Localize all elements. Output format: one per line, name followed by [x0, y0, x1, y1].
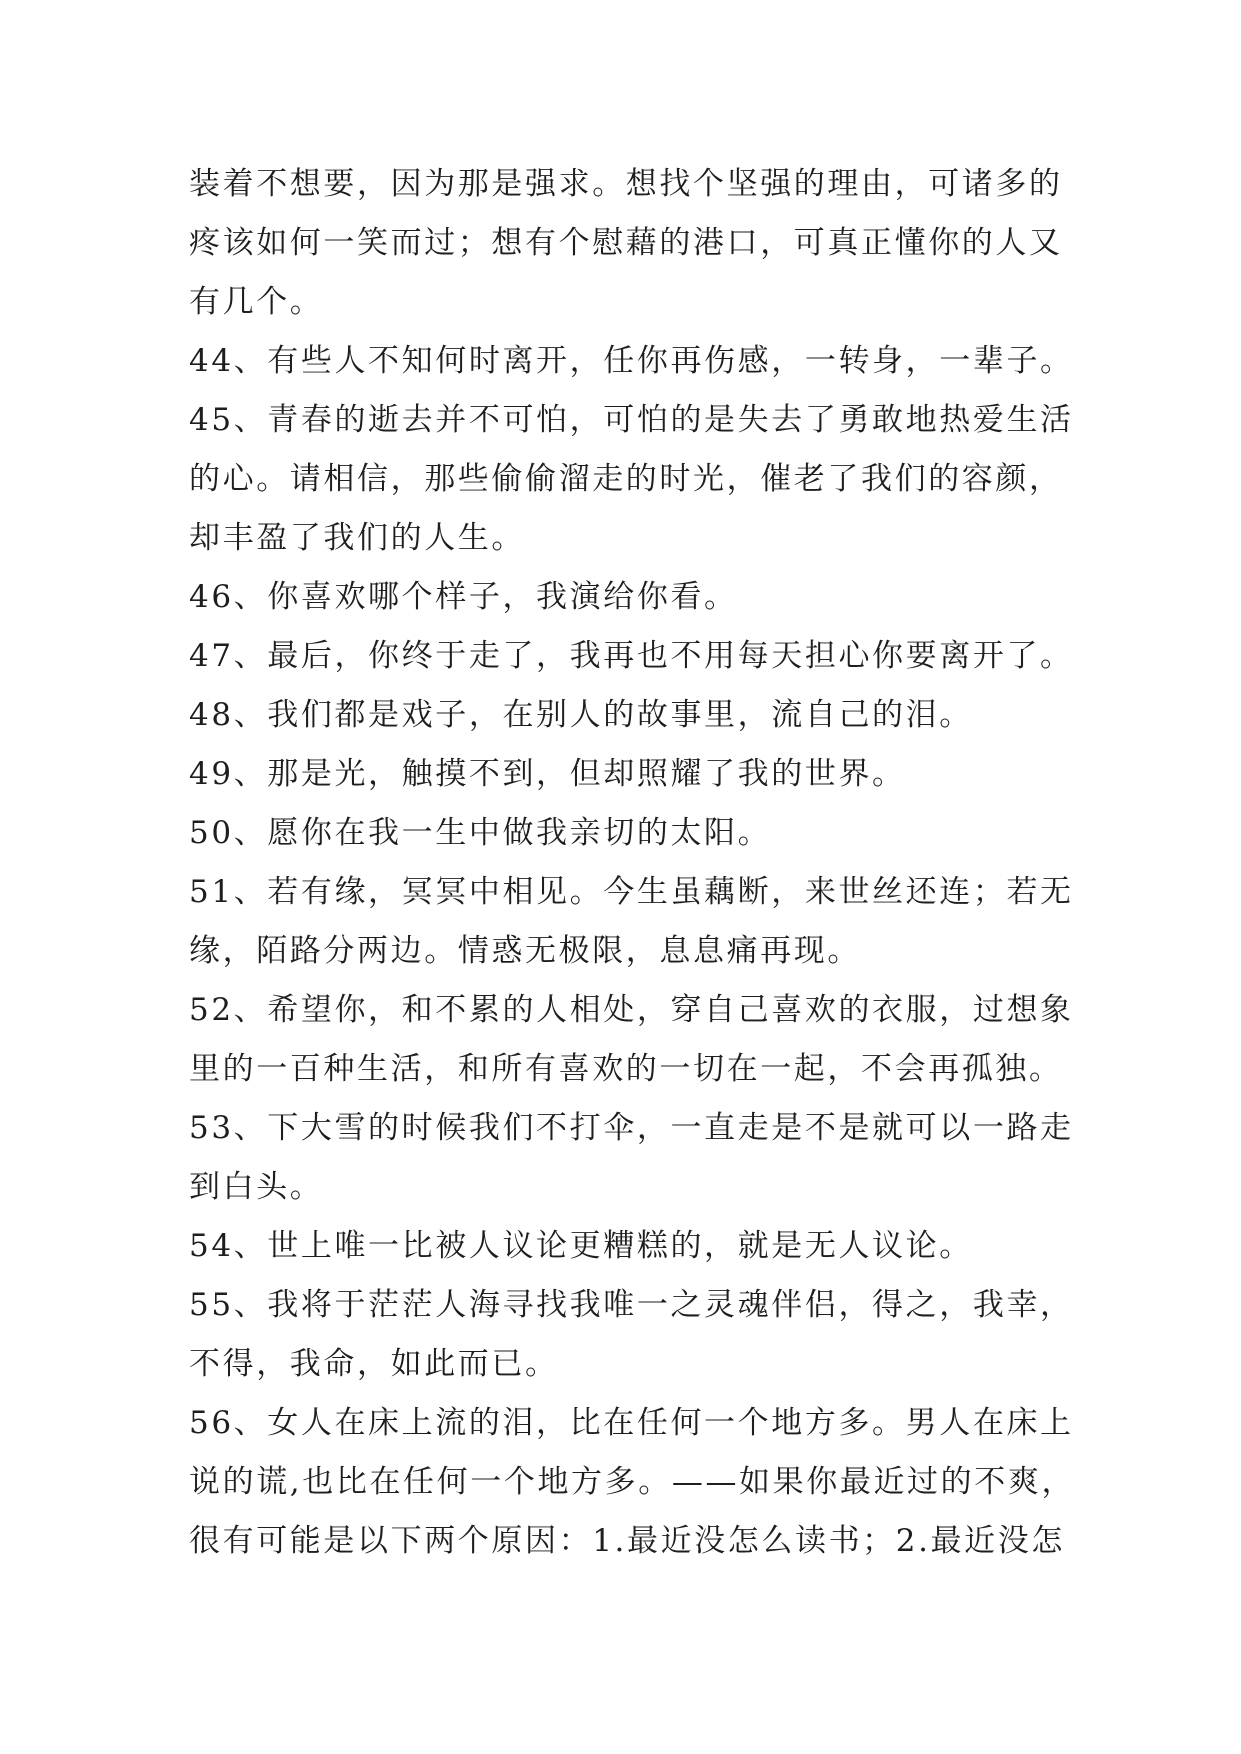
- text-line: 到白头。: [189, 1169, 324, 1205]
- text-line: 说的谎,也比在任何一个地方多。——如果你最近过的不爽，: [189, 1464, 1076, 1500]
- text-line: 54、世上唯一比被人议论更糟糕的，就是无人议论。: [189, 1228, 973, 1264]
- text-line: 49、那是光，触摸不到，但却照耀了我的世界。: [189, 756, 906, 792]
- text-line: 55、我将于茫茫人海寻找我唯一之灵魂伴侣，得之，我幸，: [189, 1287, 1074, 1323]
- text-line: 53、下大雪的时候我们不打伞，一直走是不是就可以一路走: [189, 1110, 1074, 1146]
- text-line: 45、青春的逝去并不可怕，可怕的是失去了勇敢地热爱生活: [189, 402, 1074, 438]
- text-line: 50、愿你在我一生中做我亲切的太阳。: [189, 815, 772, 851]
- text-line: 46、你喜欢哪个样子，我演给你看。: [189, 579, 738, 615]
- text-line: 48、我们都是戏子，在别人的故事里，流自己的泪。: [189, 697, 973, 733]
- text-line: 却丰盈了我们的人生。: [189, 520, 525, 556]
- text-line: 装着不想要，因为那是强求。想找个坚强的理由，可诸多的: [189, 166, 1063, 202]
- text-line: 44、有些人不知何时离开，任你再伤感，一转身，一辈子。: [189, 343, 1074, 379]
- text-line: 缘，陌路分两边。情惑无极限，息息痛再现。: [189, 933, 861, 969]
- text-line: 56、女人在床上流的泪，比在任何一个地方多。男人在床上: [189, 1405, 1074, 1441]
- text-line: 51、若有缘，冥冥中相见。今生虽藕断，来世丝还连；若无: [189, 874, 1074, 910]
- text-line: 不得，我命，如此而已。: [189, 1346, 559, 1382]
- text-line: 里的一百种生活，和所有喜欢的一切在一起，不会再孤独。: [189, 1051, 1063, 1087]
- text-line: 疼该如何一笑而过；想有个慰藉的港口，可真正懂你的人又: [189, 225, 1063, 261]
- text-line: 有几个。: [189, 284, 324, 320]
- document-body: [189, 155, 1089, 1571]
- text-line: 47、最后，你终于走了，我再也不用每天担心你要离开了。: [189, 638, 1074, 674]
- text-line: 很有可能是以下两个原因：1.最近没怎么读书；2.最近没怎: [189, 1523, 1065, 1559]
- text-line: 52、希望你，和不累的人相处，穿自己喜欢的衣服，过想象: [189, 992, 1074, 1028]
- text-line: 的心。请相信，那些偷偷溜走的时光，催老了我们的容颜，: [189, 461, 1063, 497]
